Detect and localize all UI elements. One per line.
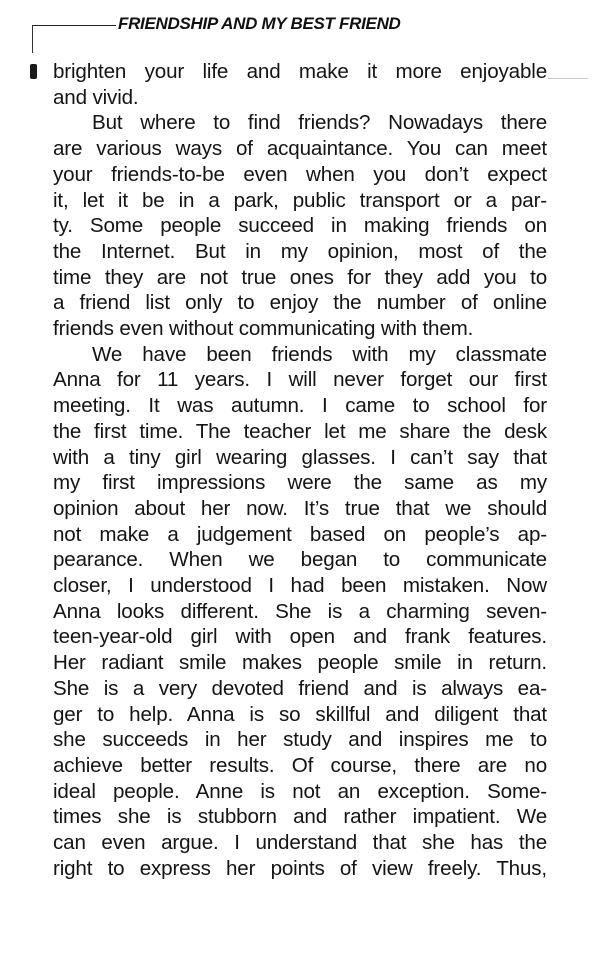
text-line: achieve better results. Of course, there are no (53, 753, 547, 777)
text-line: my first impressions were the same as my (53, 471, 547, 495)
running-header-title: FRIENDSHIP AND MY BEST FRIEND (118, 14, 401, 33)
margin-marker-icon (30, 64, 37, 79)
text-line: But where to find friends? Nowadays there (92, 111, 547, 135)
text-line: right to express her points of view freely. Thus, (53, 856, 547, 880)
text-line: time they are not true ones for they add you to (53, 265, 547, 289)
text-line: meeting. It was autumn. I came to school for (53, 394, 547, 418)
text-line: friends even without communicating with them. (53, 317, 474, 341)
text-line: the Internet. But in my opinion, most of the (53, 239, 547, 263)
text-line: ty. Some people succeed in making friends on (53, 214, 547, 238)
text-line: pearance. When we began to communicate (53, 548, 547, 572)
text-line: the first time. The teacher let me share the desk (53, 419, 547, 443)
text-line: not make a judgement based on people’s ap- (53, 522, 547, 546)
body-text (53, 59, 547, 882)
paragraph (53, 342, 547, 882)
paragraph (53, 59, 547, 110)
text-line: your friends-to-be even when you don’t expect (53, 162, 547, 186)
text-line: We have been friends with my classmate (92, 342, 547, 366)
text-line: it, let it be in a park, public transport or a par- (53, 188, 547, 212)
text-line: ideal people. Anne is not an exception. Some- (53, 779, 547, 803)
text-line: and vivid. (53, 85, 139, 109)
header-corner-line (32, 25, 33, 53)
text-line: Her radiant smile makes people smile in return. (53, 651, 547, 675)
text-line: Anna looks different. She is a charming seven- (53, 599, 547, 623)
text-line: teen-year-old girl with open and frank features. (53, 625, 547, 649)
header-rule (32, 25, 116, 26)
text-line: She is a very devoted friend and is always ea- (53, 676, 547, 700)
text-line: a friend list only to enjoy the number of online (53, 291, 547, 315)
paragraph (53, 110, 547, 341)
text-line: times she is stubborn and rather impatient. We (53, 805, 547, 829)
page-edge-line (548, 78, 588, 79)
text-line: can even argue. I understand that she has the (53, 831, 547, 855)
text-line: closer, I understood I had been mistaken. Now (53, 574, 547, 598)
text-line: brighten your life and make it more enjoyable (53, 60, 547, 83)
text-line: she succeeds in her study and inspires me to (53, 728, 547, 752)
text-line: ger to help. Anna is so skillful and diligent that (53, 702, 547, 726)
text-line: opinion about her now. It’s true that we should (53, 496, 547, 520)
text-line: are various ways of acquaintance. You can meet (53, 137, 547, 161)
text-line: Anna for 11 years. I will never forget our first (53, 368, 547, 392)
text-line: with a tiny girl wearing glasses. I can’t say that (53, 445, 547, 469)
